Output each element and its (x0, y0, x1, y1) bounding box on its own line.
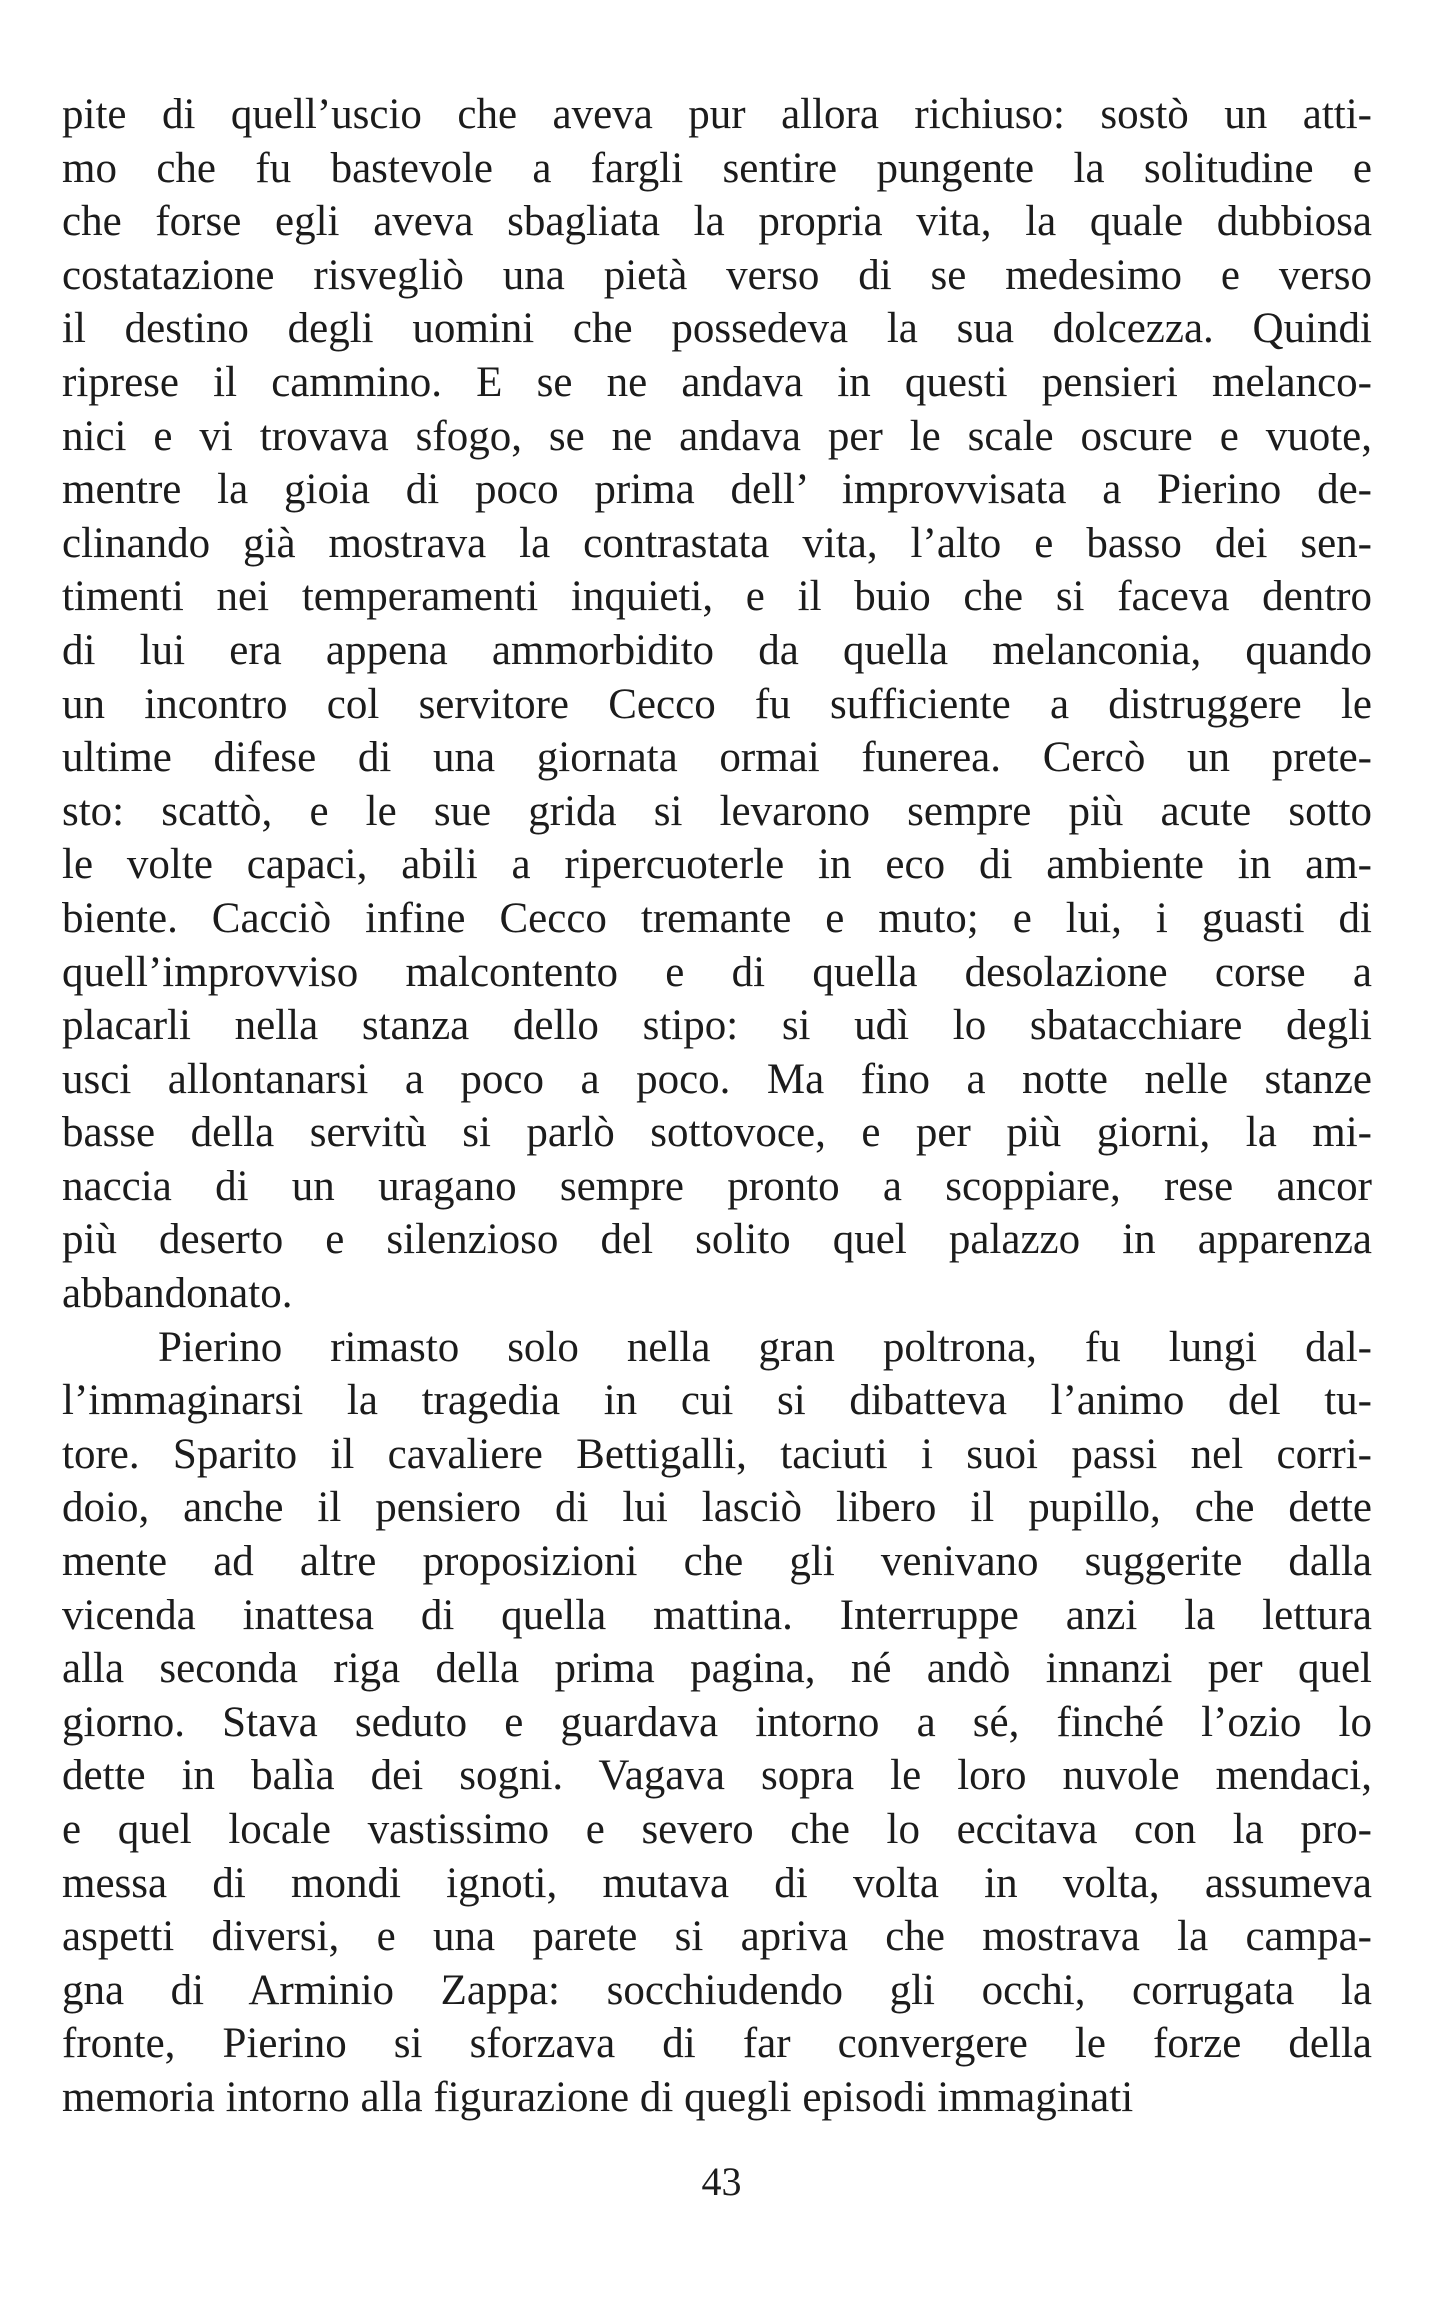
text-line: naccia di un uragano sempre pronto a scoppiare, rese ancor (62, 1162, 1372, 1210)
text-line: le volte capaci, abili a ripercuoterle in eco di ambiente in am- (62, 841, 1372, 889)
text-line: costatazione risvegliò una pietà verso di se medesimo e verso (62, 251, 1372, 299)
text-line: biente. Cacciò infine Cecco tremante e muto; e lui, i guasti di (62, 894, 1372, 942)
text-line: tore. Sparito il cavaliere Bettigalli, taciuti i suoi passi nel corri- (62, 1430, 1372, 1478)
text-line: memoria intorno alla figurazione di quegli episodi immaginati (62, 2073, 1134, 2121)
text-line: aspetti diversi, e una parete si apriva che mostrava la campa- (62, 1913, 1372, 1961)
text-line: ultime difese di una giornata ormai funerea. Cercò un prete- (62, 734, 1372, 782)
text-line: mentre la gioia di poco prima dell’ improvvisata a Pierino de- (62, 466, 1372, 514)
text-line: placarli nella stanza dello stipo: si udì lo sbatacchiare degli (62, 1002, 1372, 1050)
text-line: e quel locale vastissimo e severo che lo eccitava con la pro- (62, 1806, 1372, 1853)
text-line: dette in balìa dei sogni. Vagava sopra le loro nuvole mendaci, (62, 1752, 1372, 1800)
text-line: timenti nei temperamenti inquieti, e il buio che si faceva dentro (62, 573, 1372, 621)
text-line: quell’improvviso malcontento e di quella desolazione corse a (62, 948, 1372, 996)
text-line: l’immaginarsi la tragedia in cui si dibatteva l’animo del tu- (62, 1377, 1372, 1425)
text-line: gna di Arminio Zappa: socchiudendo gli occhi, corrugata la (62, 1966, 1372, 2014)
text-line: fronte, Pierino si sforzava di far convergere le forze della (62, 2020, 1372, 2068)
text-line: usci allontanarsi a poco a poco. Ma fino a notte nelle stanze (62, 1055, 1372, 1103)
text-line: sto: scattò, e le sue grida si levarono sempre più acute sotto (62, 787, 1372, 835)
text-line: doio, anche il pensiero di lui lasciò libero il pupillo, che dette (62, 1484, 1372, 1532)
text-line: vicenda inattesa di quella mattina. Interruppe anzi la lettura (62, 1591, 1372, 1639)
text-line: giorno. Stava seduto e guardava intorno a sé, finché l’ozio lo (62, 1698, 1372, 1746)
text-line: il destino degli uomini che possedeva la sua dolcezza. Quindi (62, 305, 1372, 353)
text-line: di lui era appena ammorbidito da quella melanconia, quando (62, 626, 1372, 674)
text-line: basse della servitù si parlò sottovoce, e per più giorni, la mi- (62, 1109, 1372, 1157)
page-number: 43 (701, 2159, 742, 2204)
paragraph (62, 1321, 1372, 2125)
text-line: alla seconda riga della prima pagina, né andò innanzi per quel (62, 1645, 1372, 1693)
text-line: mente ad altre proposizioni che gli venivano suggerite dalla (62, 1538, 1372, 1586)
text-line: mo che fu bastevole a fargli sentire pungente la solitudine e (62, 144, 1372, 192)
text-line: pite di quell’uscio che aveva pur allora richiuso: sostò un atti- (62, 91, 1372, 138)
text-line: riprese il cammino. E se ne andava in questi pensieri melanco- (62, 358, 1372, 406)
text-line: clinando già mostrava la contrastata vita, l’alto e basso dei sen- (62, 519, 1372, 567)
text-line: abbandonato. (62, 1270, 293, 1318)
text-line: nici e vi trovava sfogo, se ne andava per le scale oscure e vuote, (62, 412, 1372, 460)
paragraph (62, 88, 1372, 1321)
text-line: che forse egli aveva sbagliata la propria vita, la quale dubbiosa (62, 198, 1372, 246)
body-text (62, 88, 1372, 2125)
text-line: messa di mondi ignoti, mutava di volta in volta, assumeva (62, 1859, 1372, 1907)
text-line: un incontro col servitore Cecco fu sufficiente a distruggere le (62, 680, 1372, 728)
text-line: più deserto e silenzioso del solito quel palazzo in apparenza (62, 1216, 1372, 1264)
text-line: Pierino rimasto solo nella gran poltrona, fu lungi dal- (158, 1323, 1372, 1371)
